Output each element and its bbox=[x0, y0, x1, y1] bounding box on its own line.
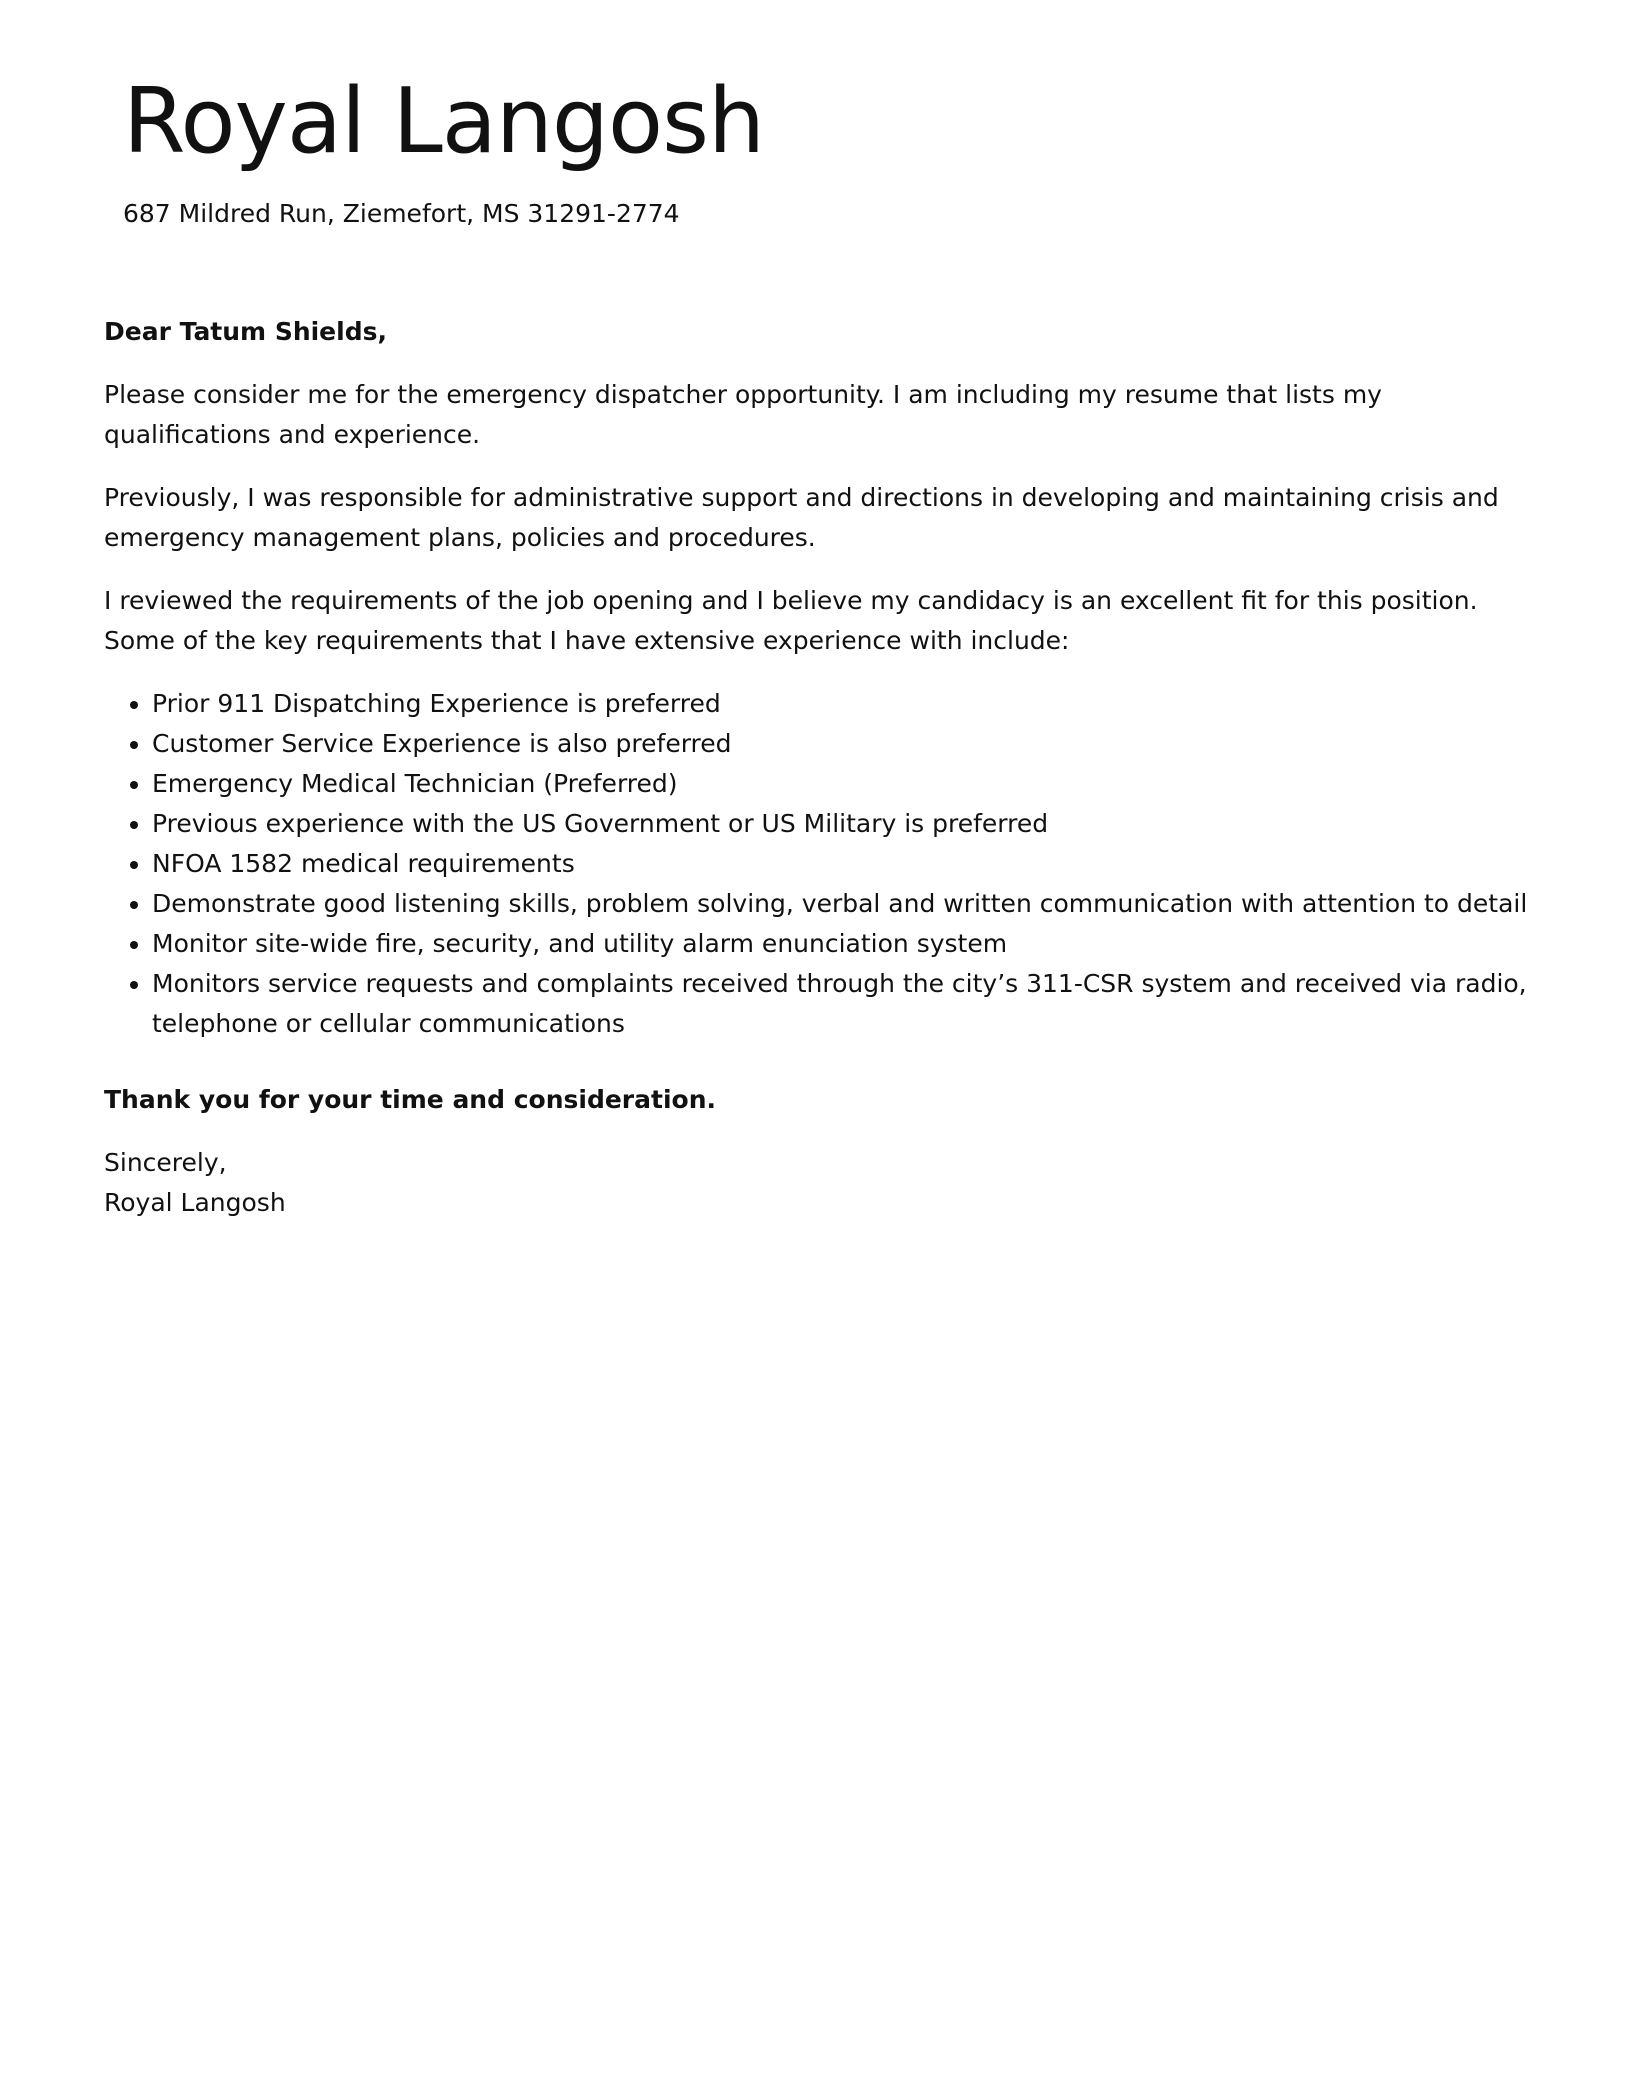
signature-name: Royal Langosh bbox=[104, 1188, 286, 1217]
list-item: • Monitor site-wide fire, security, and utility alarm enunciation system bbox=[152, 924, 1528, 964]
list-item: • Monitors service requests and complaints received through the city’s 311-CSR system and received via radio, telephone or cellular communications bbox=[152, 964, 1528, 1044]
list-item: • Previous experience with the US Government or US Military is preferred bbox=[152, 804, 1528, 844]
signoff: Sincerely, bbox=[104, 1148, 227, 1177]
applicant-address: 687 Mildred Run, Ziemefort, MS 31291-2774 bbox=[123, 198, 680, 228]
greeting: Dear Tatum Shields, bbox=[104, 317, 387, 346]
requirements-list bbox=[104, 684, 1528, 1044]
paragraph: I reviewed the requirements of the job opening and I believe my candidacy is an excellent fit for this position. Some of the key requirements that I have extensive experience with include: bbox=[104, 586, 1478, 655]
paragraph: Please consider me for the emergency dispatcher opportunity. I am including my resume that lists my qualifications and experience. bbox=[104, 380, 1382, 449]
list-item: • Demonstrate good listening skills, problem solving, verbal and written communication with attention to detail bbox=[152, 884, 1528, 924]
applicant-name: Royal Langosh bbox=[123, 69, 765, 174]
list-item: • Customer Service Experience is also preferred bbox=[152, 724, 1528, 764]
list-item: • NFOA 1582 medical requirements bbox=[152, 844, 1528, 884]
list-item: • Emergency Medical Technician (Preferred) bbox=[152, 764, 1528, 804]
letter-body bbox=[104, 312, 1528, 1223]
paragraph: Previously, I was responsible for administrative support and directions in developing and maintaining crisis and emergency management plans, policies and procedures. bbox=[104, 483, 1499, 552]
closing-line: Thank you for your time and consideration. bbox=[104, 1085, 716, 1114]
list-item: • Prior 911 Dispatching Experience is preferred bbox=[152, 684, 1528, 724]
letter-header bbox=[104, 0, 1528, 230]
